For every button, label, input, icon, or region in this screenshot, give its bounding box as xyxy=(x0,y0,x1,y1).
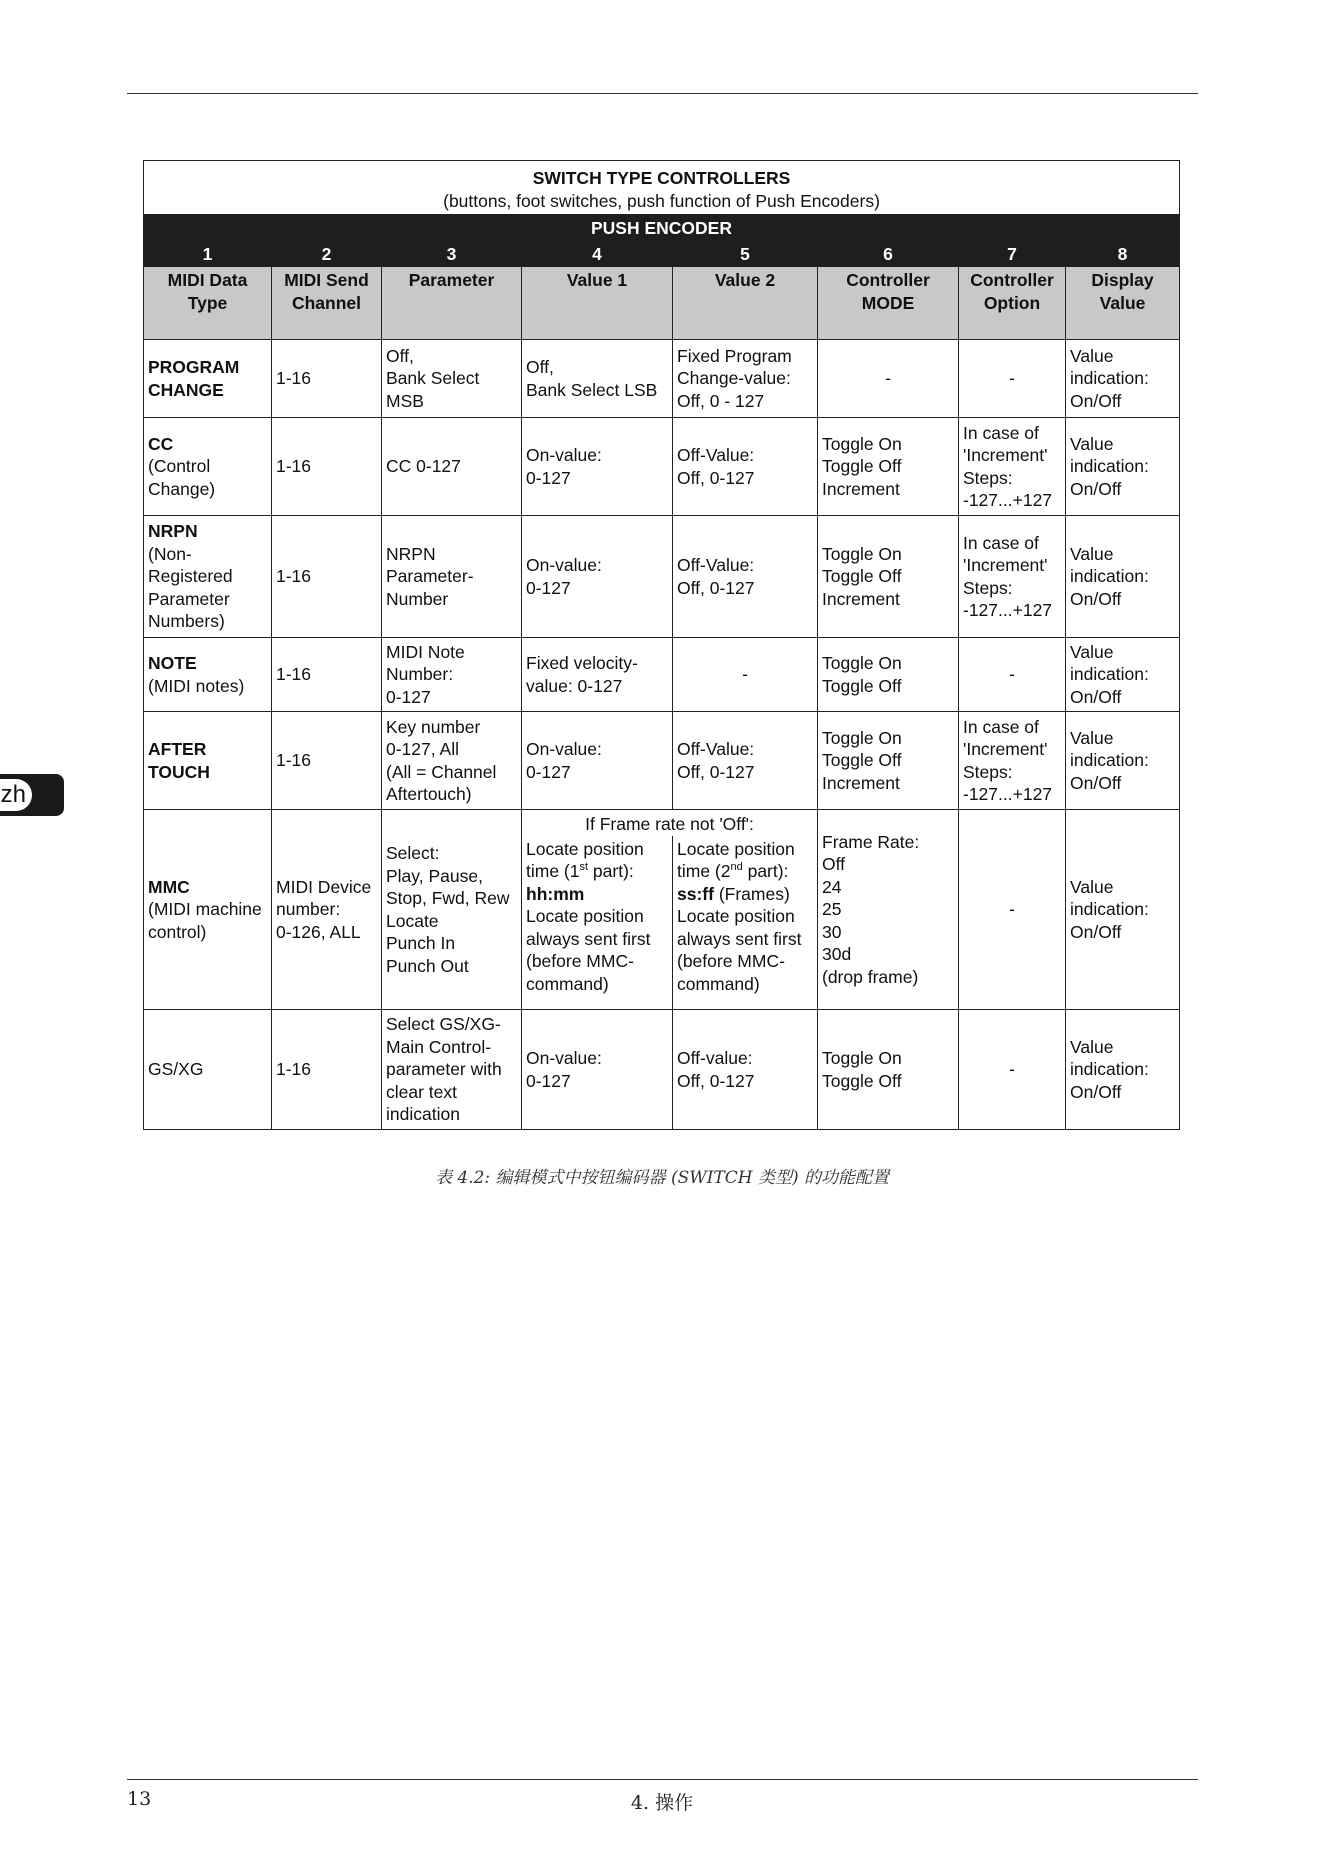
cell-type xyxy=(144,418,272,516)
footer-section-title: 4. 操作 xyxy=(630,1792,694,1814)
cell-line: MMC xyxy=(148,876,190,897)
cell-parameter xyxy=(382,516,522,638)
cell-line: MIDI Note xyxy=(386,641,465,662)
column-header-line: Controller xyxy=(846,270,930,290)
cell-line: Locate position xyxy=(526,838,644,859)
cell-line: Numbers) xyxy=(148,611,225,632)
cell-line: 0-127 xyxy=(526,1070,571,1091)
header-rule xyxy=(127,93,1198,94)
cell-lines xyxy=(526,905,668,995)
cell-line: AFTER xyxy=(148,739,207,759)
cell-line: Off, 0-127 xyxy=(677,467,755,488)
cell-line: Fixed velocity- xyxy=(526,653,638,673)
column-header xyxy=(144,267,272,340)
cell-line: Number: xyxy=(386,664,454,685)
cell-channel xyxy=(272,712,382,810)
cell-text: part): xyxy=(742,861,789,881)
cell-line: On/Off xyxy=(1070,390,1122,411)
cell-mode xyxy=(818,712,959,810)
cell-parameter xyxy=(382,712,522,810)
cell-display xyxy=(1066,712,1180,810)
switch-controllers-table xyxy=(143,160,1180,1130)
cell-line: Steps: xyxy=(963,577,1013,598)
cell-line xyxy=(677,883,813,906)
cell-type xyxy=(144,810,272,1010)
cell-line: Off xyxy=(822,854,846,875)
cell-option: - xyxy=(959,810,1066,1010)
cell-line: Stop, Fwd, Rew xyxy=(386,888,510,908)
cell-line: Off, 0-127 xyxy=(677,761,755,782)
frame-rate-note: If Frame rate not 'Off': xyxy=(522,810,818,836)
cell-line: Increment xyxy=(822,588,900,609)
cell-line: - xyxy=(1009,664,1015,685)
cell-value2 xyxy=(673,1010,818,1130)
cell-line: Off-Value: xyxy=(677,445,755,465)
cell-line: Locate position xyxy=(677,906,795,926)
cell-line: Locate xyxy=(386,910,439,931)
table-row xyxy=(144,712,1180,810)
cell-line: 24 xyxy=(822,876,842,897)
column-header-line: Value 1 xyxy=(566,270,628,290)
cell-line: 'Increment' xyxy=(963,445,1048,465)
cell-line: Fixed Program xyxy=(677,345,792,366)
cell-line: CHANGE xyxy=(148,379,224,400)
cell-text: time (2 xyxy=(677,861,731,881)
cell-line: On/Off xyxy=(1070,1081,1122,1102)
column-header-line: Option xyxy=(983,292,1041,313)
cell-value1 xyxy=(522,712,673,810)
cell-line: Toggle On xyxy=(822,433,902,454)
cell-display xyxy=(1066,638,1180,712)
cell-line: TOUCH xyxy=(148,761,210,782)
cell-value2 xyxy=(673,418,818,516)
cell-line: On-value: xyxy=(526,555,602,575)
cell-display xyxy=(1066,340,1180,418)
cell-line: Value xyxy=(1070,1036,1114,1057)
cell-line: Off, 0-127 xyxy=(677,1070,755,1091)
column-header-line: MIDI Data xyxy=(167,270,248,290)
cell-parameter xyxy=(382,1010,522,1130)
cell-line: 1-16 xyxy=(276,456,312,477)
cell-display xyxy=(1066,1010,1180,1130)
table-title: SWITCH TYPE CONTROLLERS xyxy=(532,168,791,188)
cell-line: Value xyxy=(1070,641,1114,662)
cell-line: 0-127 xyxy=(526,761,571,782)
column-header xyxy=(522,267,673,340)
page-number: 13 xyxy=(127,1788,152,1810)
cell-text: time (1 xyxy=(526,861,580,881)
column-header xyxy=(1066,267,1180,340)
cell-line: Parameter xyxy=(148,588,230,609)
column-header xyxy=(272,267,382,340)
cell-channel xyxy=(272,340,382,418)
cell-line: Off, xyxy=(526,357,554,377)
column-header-line: MODE xyxy=(861,292,915,313)
cell-type xyxy=(144,638,272,712)
cell-value1 xyxy=(522,638,673,712)
cell-mode xyxy=(818,810,959,1010)
cell-line: Play, Pause, xyxy=(386,865,483,886)
cell-option xyxy=(959,712,1066,810)
cell-line: indication: xyxy=(1070,368,1149,389)
column-header-line: Parameter xyxy=(408,270,495,290)
column-number: 3 xyxy=(382,242,522,267)
cell-option xyxy=(959,638,1066,712)
cell-type xyxy=(144,340,272,418)
cell-value2 xyxy=(673,638,818,712)
table-row xyxy=(144,418,1180,516)
cell-mode xyxy=(818,340,959,418)
cell-channel: 1-16 xyxy=(272,1010,382,1130)
cell-display xyxy=(1066,516,1180,638)
cell-line: (MIDI notes) xyxy=(148,675,245,696)
cell-channel xyxy=(272,638,382,712)
cell-line: (Non- xyxy=(148,543,192,564)
cell-line: (MIDI machine control) xyxy=(148,899,262,942)
cell-line: Off, 0 - 127 xyxy=(677,390,765,411)
cell-line: (drop frame) xyxy=(822,966,919,987)
cell-line: 25 xyxy=(822,899,842,920)
cell-line: indication: xyxy=(1070,456,1149,477)
cell-line: value: 0-127 xyxy=(526,675,623,696)
language-tab-label[interactable]: zh xyxy=(0,779,32,811)
cell-line: always sent first xyxy=(526,928,651,949)
cell-option xyxy=(959,340,1066,418)
cell-mode xyxy=(818,1010,959,1130)
cell-parameter xyxy=(382,810,522,1010)
cell-line: Number xyxy=(386,588,449,609)
cell-parameter xyxy=(382,340,522,418)
cell-channel xyxy=(272,810,382,1010)
cell-value1 xyxy=(522,836,673,1010)
cell-line: On/Off xyxy=(1070,588,1122,609)
cell-line: Off, xyxy=(386,345,414,366)
column-header-line: Display xyxy=(1091,270,1154,290)
cell-line: NRPN xyxy=(386,543,436,564)
cell-line: Bank Select LSB xyxy=(526,379,658,400)
cell-line: 0-127, All xyxy=(386,739,459,759)
cell-line: On-value: xyxy=(526,445,602,465)
cell-line: clear text xyxy=(386,1081,457,1102)
column-number: 4 xyxy=(522,242,673,267)
cell-line: On-value: xyxy=(526,739,602,759)
cell-line: Toggle On xyxy=(822,1048,902,1068)
cell-option xyxy=(959,516,1066,638)
cell-type xyxy=(144,712,272,810)
table-row xyxy=(144,638,1180,712)
cell-channel xyxy=(272,418,382,516)
cell-line: Value xyxy=(1070,727,1114,748)
cell-line: Change) xyxy=(148,478,216,499)
cell-line: On/Off xyxy=(1070,686,1122,707)
cell-value1 xyxy=(522,340,673,418)
column-header xyxy=(382,267,522,340)
cell-line: 1-16 xyxy=(276,664,312,685)
cell-line: 1-16 xyxy=(276,368,312,389)
cell-line: always sent first xyxy=(677,928,802,949)
cell-parameter xyxy=(382,638,522,712)
column-header xyxy=(673,267,818,340)
table-row-gsxg xyxy=(144,1010,1180,1130)
cell-line: (Control xyxy=(148,456,211,477)
cell-line: (before MMC- xyxy=(526,951,634,971)
cell-line: Toggle Off xyxy=(822,750,902,771)
cell-line: -127...+127 xyxy=(963,784,1053,804)
cell-line: Toggle Off xyxy=(822,1070,902,1091)
cell-line: Locate position xyxy=(526,906,644,926)
cell-line: indication: xyxy=(1070,664,1149,685)
cell-line: Punch In xyxy=(386,933,456,953)
cell-line: Key number xyxy=(386,716,481,737)
cell-value2 xyxy=(673,712,818,810)
footer-rule xyxy=(127,1779,1198,1780)
cell-parameter xyxy=(382,418,522,516)
cell-display xyxy=(1066,418,1180,516)
cell-option: - xyxy=(959,1010,1066,1130)
cell-type xyxy=(144,516,272,638)
cell-mode xyxy=(818,418,959,516)
cell-line: Increment xyxy=(822,772,900,793)
column-header-line: Value xyxy=(1099,292,1146,313)
cell-line: indication: xyxy=(1070,899,1149,920)
cell-line: On-value: xyxy=(526,1048,602,1068)
table-title-cell xyxy=(144,161,1180,215)
cell-line: NOTE xyxy=(148,653,197,673)
cell-line: Value xyxy=(1070,543,1114,564)
cell-mode xyxy=(818,516,959,638)
cell-line: On/Off xyxy=(1070,478,1122,499)
cell-line: Toggle Off xyxy=(822,456,902,477)
cell-line: 30 xyxy=(822,921,842,942)
column-number: 5 xyxy=(673,242,818,267)
cell-line: Toggle On xyxy=(822,653,902,673)
cell-value1 xyxy=(522,516,673,638)
cell-line: (All = Channel xyxy=(386,761,497,782)
ordinal-suffix: st xyxy=(579,861,589,874)
column-header xyxy=(818,267,959,340)
cell-channel xyxy=(272,516,382,638)
cell-line: NRPN xyxy=(148,521,198,542)
cell-line xyxy=(677,860,813,883)
cell-line: Select GS/XG- xyxy=(386,1014,501,1035)
cell-line: Off-Value: xyxy=(677,739,755,759)
cell-line: -127...+127 xyxy=(963,600,1053,620)
cell-line: In case of xyxy=(963,422,1039,443)
column-header-line: MIDI Send xyxy=(284,270,369,290)
table-subtitle: (buttons, foot switches, push function of Push Encoders) xyxy=(443,190,880,211)
cell-value2 xyxy=(673,340,818,418)
cell-line: 0-127 xyxy=(386,686,431,707)
cell-line: CC xyxy=(148,433,174,454)
column-number: 6 xyxy=(818,242,959,267)
cell-line: 'Increment' xyxy=(963,555,1048,575)
cell-line: CC 0-127 xyxy=(386,456,461,477)
cell-line: Off-value: xyxy=(677,1048,753,1068)
cell-line: indication: xyxy=(1070,1059,1149,1080)
cell-line: Steps: xyxy=(963,761,1013,782)
cell-line: indication: xyxy=(1070,566,1149,587)
cell-line: Value xyxy=(1070,345,1114,366)
cell-line: Change-value: xyxy=(677,368,791,389)
cell-line: 1-16 xyxy=(276,566,312,587)
column-number-row xyxy=(144,242,1180,267)
cell-line: Toggle On xyxy=(822,543,902,564)
column-header xyxy=(959,267,1066,340)
cell-line: number: xyxy=(276,899,341,920)
cell-line: Toggle Off xyxy=(822,566,902,587)
column-number: 2 xyxy=(272,242,382,267)
cell-line: Select: xyxy=(386,843,440,863)
cell-text: part): xyxy=(588,861,634,881)
cell-line: Off-Value: xyxy=(677,555,755,575)
table-caption: 表 4.2: 编辑模式中按钮编码器 (SWITCH 类型) 的功能配置 xyxy=(434,1168,890,1188)
cell-value2 xyxy=(673,516,818,638)
cell-line: MSB xyxy=(386,390,424,411)
cell-option xyxy=(959,418,1066,516)
cell-line: indication: xyxy=(1070,750,1149,771)
cell-text: (Frames) xyxy=(713,883,790,904)
cell-line: Off, 0-127 xyxy=(677,577,755,598)
cell-line: Toggle Off xyxy=(822,675,902,696)
column-header-line: Type xyxy=(187,292,228,313)
cell-line: MIDI Device xyxy=(276,876,372,897)
cell-line: Locate position xyxy=(677,838,795,859)
cell-line: - xyxy=(885,368,891,389)
cell-line: Main Control- xyxy=(386,1036,492,1057)
cell-line: Registered xyxy=(148,566,233,587)
cell-line: 'Increment' xyxy=(963,739,1048,759)
cell-line: 0-127 xyxy=(526,577,571,598)
cell-line: 0-126, ALL xyxy=(276,921,361,942)
ordinal-suffix: nd xyxy=(730,861,743,874)
cell-line: - xyxy=(1009,368,1015,389)
cell-line: Punch Out xyxy=(386,955,469,976)
column-number: 1 xyxy=(144,242,272,267)
cell-line: -127...+127 xyxy=(963,490,1053,510)
table-row xyxy=(144,340,1180,418)
cell-line: command) xyxy=(677,973,760,994)
cell-line xyxy=(526,860,668,883)
cell-line: command) xyxy=(526,973,609,994)
cell-value2 xyxy=(673,836,818,1010)
cell-line: - xyxy=(742,664,748,685)
column-header-line: Value 2 xyxy=(714,270,776,290)
cell-line: 30d xyxy=(822,944,852,965)
cell-line: Frame Rate: xyxy=(822,831,920,852)
cell-line: 1-16 xyxy=(276,750,312,771)
cell-line: In case of xyxy=(963,716,1039,737)
column-number: 8 xyxy=(1066,242,1180,267)
cell-type: GS/XG xyxy=(144,1010,272,1130)
table-row xyxy=(144,516,1180,638)
cell-line: In case of xyxy=(963,532,1039,553)
cell-text: ss:ff xyxy=(677,883,714,904)
cell-line: parameter with xyxy=(386,1059,502,1080)
table-row-mmc xyxy=(144,810,1180,836)
cell-line: indication xyxy=(386,1104,460,1125)
cell-line: Toggle On xyxy=(822,727,902,748)
cell-display xyxy=(1066,810,1180,1010)
cell-line: hh:mm xyxy=(526,883,585,904)
cell-line: On/Off xyxy=(1070,772,1122,793)
cell-line: (before MMC- xyxy=(677,951,785,971)
cell-line: Aftertouch) xyxy=(386,784,472,804)
section-heading: PUSH ENCODER xyxy=(144,215,1180,243)
cell-line: Increment xyxy=(822,478,900,499)
cell-line: Value xyxy=(1070,433,1114,454)
cell-line: PROGRAM xyxy=(148,357,240,377)
cell-lines xyxy=(677,905,813,995)
cell-mode xyxy=(818,638,959,712)
cell-line: On/Off xyxy=(1070,921,1122,942)
cell-line: 0-127 xyxy=(526,467,571,488)
cell-value1 xyxy=(522,1010,673,1130)
column-number: 7 xyxy=(959,242,1066,267)
column-header-line: Channel xyxy=(291,292,362,313)
cell-line: Bank Select xyxy=(386,368,480,389)
cell-line: Value xyxy=(1070,876,1114,897)
column-header-line: Controller xyxy=(970,270,1054,290)
cell-value1 xyxy=(522,418,673,516)
cell-line: Steps: xyxy=(963,467,1013,488)
column-header-row xyxy=(144,267,1180,340)
cell-line: Parameter- xyxy=(386,566,474,587)
